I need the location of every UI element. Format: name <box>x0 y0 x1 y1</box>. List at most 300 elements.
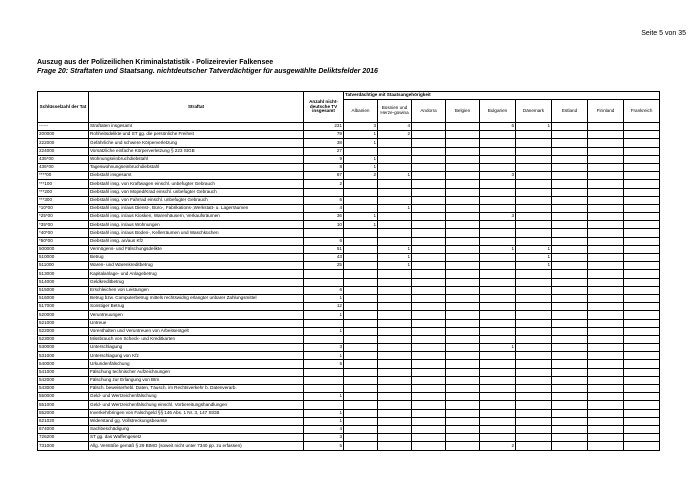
cell-total: 2 <box>304 180 344 188</box>
cell-country-count <box>516 204 552 212</box>
cell-crime: Diebstahl insg. von Fahrrad einschl. unbefugter Gebrauch <box>89 196 304 204</box>
cell-code: 510000 <box>38 254 89 262</box>
cell-country-count <box>378 180 412 188</box>
cell-country-count <box>412 204 446 212</box>
cell-total: 1 <box>304 409 344 417</box>
cell-country-count <box>378 401 412 409</box>
cell-crime: Betrug <box>89 254 304 262</box>
cell-country-count <box>412 237 446 245</box>
cell-country-count: 1 <box>344 221 378 229</box>
cell-total: 12 <box>304 303 344 311</box>
cell-country-count <box>624 303 660 311</box>
cell-country-count <box>588 229 624 237</box>
cell-country-count <box>552 401 588 409</box>
cell-country-count <box>412 409 446 417</box>
cell-country-count <box>446 286 480 294</box>
cell-country-count <box>344 442 378 450</box>
table-row <box>38 237 660 245</box>
cell-country-count <box>344 409 378 417</box>
cell-crime: Diebstahl insg. von Kraftwagen einschl. unbefugter Gebrauch <box>89 180 304 188</box>
cell-country-count <box>552 188 588 196</box>
cell-country-count <box>446 221 480 229</box>
cell-country-count <box>588 139 624 147</box>
cell-code: 621020 <box>38 417 89 425</box>
cell-country-count <box>588 254 624 262</box>
cell-country-count <box>446 172 480 180</box>
cell-country-count <box>516 213 552 221</box>
cell-country-count <box>588 376 624 384</box>
cell-crime: Diebstahl insg. an/aus Kfz <box>89 237 304 245</box>
cell-country-count <box>552 319 588 327</box>
cell-country-count <box>446 344 480 352</box>
cell-country-count <box>516 163 552 171</box>
cell-code: 523000 <box>38 335 89 343</box>
cell-crime: Tageswohnungseinbruchdiebstahl <box>89 163 304 171</box>
cell-country-count <box>588 401 624 409</box>
cell-country-count <box>516 434 552 442</box>
cell-total <box>304 368 344 376</box>
table-row <box>38 196 660 204</box>
cell-country-count <box>552 425 588 433</box>
cell-crime: Gefährliche und schwere Körperverletzung <box>89 139 304 147</box>
cell-country-count <box>446 123 480 131</box>
cell-country-count <box>516 368 552 376</box>
cell-country-count <box>480 360 516 368</box>
cell-country-count <box>588 434 624 442</box>
cell-country-count <box>588 131 624 139</box>
cell-country-count <box>588 417 624 425</box>
cell-country-count <box>588 360 624 368</box>
cell-country-count <box>446 229 480 237</box>
cell-total: 1 <box>304 327 344 335</box>
cell-country-count <box>344 294 378 302</box>
cell-code: 517000 <box>38 303 89 311</box>
cell-country-count <box>624 180 660 188</box>
table-row <box>38 139 660 147</box>
cell-country-count: 1 <box>516 254 552 262</box>
cell-crime: Waren- und Warenkreditbetrug <box>89 262 304 270</box>
cell-country-count <box>624 352 660 360</box>
cell-code: *40*00 <box>38 229 89 237</box>
cell-country-count <box>412 286 446 294</box>
cell-country-count <box>588 204 624 212</box>
cell-country-count <box>412 278 446 286</box>
cell-country-count <box>378 409 412 417</box>
cell-country-count <box>378 294 412 302</box>
cell-country-count <box>516 319 552 327</box>
cell-code: *35*00 <box>38 221 89 229</box>
cell-code: 521000 <box>38 319 89 327</box>
cell-total <box>304 319 344 327</box>
cell-country-count <box>480 352 516 360</box>
cell-crime: Diebstahl insg. in/aus Wohnungen <box>89 221 304 229</box>
cell-country-count <box>378 188 412 196</box>
cell-country-count <box>480 368 516 376</box>
cell-country-count <box>480 303 516 311</box>
cell-country-count <box>552 237 588 245</box>
cell-code: 550000 <box>38 393 89 401</box>
cell-country-count <box>516 286 552 294</box>
cell-country-count <box>516 393 552 401</box>
cell-country-count <box>480 294 516 302</box>
table-row <box>38 294 660 302</box>
cell-country-count <box>344 278 378 286</box>
cell-code: 435*00 <box>38 155 89 163</box>
cell-country-count: 2 <box>480 442 516 450</box>
cell-code: 436*00 <box>38 163 89 171</box>
cell-total: 231 <box>304 123 344 131</box>
cell-country-count: 3 <box>344 123 378 131</box>
cell-total: 1 <box>304 417 344 425</box>
cell-total: 5 <box>304 360 344 368</box>
cell-country-count <box>446 393 480 401</box>
cell-total: 36 <box>304 213 344 221</box>
cell-country-count <box>588 385 624 393</box>
cell-country-count <box>516 303 552 311</box>
cell-country-count: 1 <box>378 254 412 262</box>
cell-total: 1 <box>304 393 344 401</box>
cell-country-count <box>344 393 378 401</box>
cell-country-count <box>378 229 412 237</box>
cell-country-count <box>588 393 624 401</box>
cell-country-count <box>412 311 446 319</box>
cell-country-count: 2 <box>378 131 412 139</box>
cell-country-count <box>480 139 516 147</box>
cell-country-count <box>344 147 378 155</box>
cell-country-count <box>446 385 480 393</box>
cell-country-count <box>480 278 516 286</box>
cell-crime: Fälschung technischer Aufzeichnungen <box>89 368 304 376</box>
cell-country-count <box>588 172 624 180</box>
cell-country-count <box>552 360 588 368</box>
cell-country-count <box>552 376 588 384</box>
cell-total: 67 <box>304 172 344 180</box>
cell-country-count <box>588 294 624 302</box>
cell-country-count <box>516 147 552 155</box>
table-row <box>38 213 660 221</box>
cell-country-count <box>624 245 660 253</box>
cell-country-count <box>588 123 624 131</box>
cell-country-count <box>480 180 516 188</box>
cell-country-count: 1 <box>378 172 412 180</box>
cell-crime: Fälsch. beweiserhebl. Daten, Täusch. im Rechtsverkehr b. Datenverarb. <box>89 385 304 393</box>
cell-country-count <box>552 172 588 180</box>
cell-country-count <box>446 163 480 171</box>
cell-country-count <box>552 245 588 253</box>
cell-country-count <box>516 196 552 204</box>
cell-total: 38 <box>304 139 344 147</box>
cell-country-count: 1 <box>344 155 378 163</box>
cell-country-count <box>480 425 516 433</box>
cell-country-count <box>588 352 624 360</box>
cell-country-count <box>412 188 446 196</box>
cell-country-count <box>588 180 624 188</box>
cell-total: 27 <box>304 147 344 155</box>
cell-country-count <box>344 229 378 237</box>
cell-country-count <box>412 213 446 221</box>
cell-crime: Vermögens- und Fälschungsdelikte <box>89 245 304 253</box>
cell-country-count <box>588 409 624 417</box>
cell-country-count <box>412 147 446 155</box>
cell-crime: Kapitalanlage- und Anlagebetrug <box>89 270 304 278</box>
cell-code: 731000 <box>38 442 89 450</box>
table-row <box>38 180 660 188</box>
table-row <box>38 221 660 229</box>
cell-country-count <box>480 319 516 327</box>
cell-country-count <box>624 139 660 147</box>
cell-country-count <box>446 262 480 270</box>
cell-country-count <box>412 254 446 262</box>
cell-country-count <box>446 131 480 139</box>
cell-country-count <box>552 229 588 237</box>
statistics-table <box>37 91 660 451</box>
cell-country-count <box>446 434 480 442</box>
cell-country-count <box>624 213 660 221</box>
cell-country-count <box>624 196 660 204</box>
table-row <box>38 409 660 417</box>
table-row <box>38 204 660 212</box>
table-row <box>38 393 660 401</box>
cell-country-count <box>344 188 378 196</box>
cell-country-count <box>624 376 660 384</box>
cell-country-count <box>344 368 378 376</box>
cell-total <box>304 270 344 278</box>
cell-country-count <box>552 270 588 278</box>
cell-total <box>304 229 344 237</box>
cell-country-count <box>412 319 446 327</box>
cell-country-count <box>588 221 624 229</box>
cell-country-count <box>480 229 516 237</box>
cell-country-count <box>552 294 588 302</box>
cell-country-count <box>446 417 480 425</box>
cell-country-count <box>552 303 588 311</box>
cell-country-count <box>624 442 660 450</box>
cell-country-count <box>588 327 624 335</box>
cell-code: 543000 <box>38 385 89 393</box>
cell-crime: Geld- und Wertzeichenfälschung einschl. Vorbereitungshandlungen <box>89 401 304 409</box>
cell-country-count <box>344 303 378 311</box>
cell-crime: Betrug bzw. Computerbetrug mittels rechtswidrig erlangter unbarer Zahlungsmittel <box>89 294 304 302</box>
cell-code: 513000 <box>38 270 89 278</box>
table-row <box>38 155 660 163</box>
cell-country-count <box>446 360 480 368</box>
cell-country-count <box>588 155 624 163</box>
cell-country-count <box>446 335 480 343</box>
table-row <box>38 319 660 327</box>
cell-country-count: 1 <box>480 344 516 352</box>
cell-country-count <box>378 344 412 352</box>
cell-country-count <box>378 360 412 368</box>
cell-country-count <box>588 245 624 253</box>
cell-crime: Vorsätzliche einfache Körperverletzung § 223 StGB <box>89 147 304 155</box>
cell-code: *50*00 <box>38 237 89 245</box>
cell-country-count <box>344 311 378 319</box>
cell-country-count <box>378 385 412 393</box>
cell-code: 540000 <box>38 360 89 368</box>
cell-country-count <box>624 270 660 278</box>
cell-country-count <box>516 155 552 163</box>
cell-country-count <box>624 237 660 245</box>
cell-country-count <box>480 286 516 294</box>
cell-total: 6 <box>304 196 344 204</box>
cell-country-count: 1 <box>516 262 552 270</box>
cell-code: ***100 <box>38 180 89 188</box>
cell-country-count <box>552 147 588 155</box>
cell-country-count <box>588 344 624 352</box>
header-country: Frankreich <box>624 100 660 123</box>
cell-total: 6 <box>304 237 344 245</box>
cell-country-count <box>552 335 588 343</box>
cell-country-count <box>624 335 660 343</box>
cell-crime: Untreue <box>89 319 304 327</box>
cell-country-count <box>446 352 480 360</box>
cell-total: 10 <box>304 221 344 229</box>
cell-country-count <box>624 385 660 393</box>
cell-country-count <box>412 401 446 409</box>
cell-code: 520000 <box>38 311 89 319</box>
cell-crime: Diebstahl insg. in/aus Dienst-, Büro-, Fabrikations-,Werkstatt- u. Lagerräumen <box>89 204 304 212</box>
cell-country-count <box>378 352 412 360</box>
cell-country-count <box>412 352 446 360</box>
table-row <box>38 385 660 393</box>
cell-country-count <box>480 237 516 245</box>
cell-country-count <box>552 344 588 352</box>
cell-total: 9 <box>304 155 344 163</box>
cell-country-count <box>516 327 552 335</box>
cell-country-count <box>516 352 552 360</box>
cell-country-count <box>344 434 378 442</box>
cell-country-count <box>480 262 516 270</box>
cell-country-count <box>378 327 412 335</box>
header-nationality-group: Tatverdächtige mit Staatsangehörigkeit <box>344 92 660 100</box>
cell-country-count <box>552 139 588 147</box>
cell-country-count <box>446 188 480 196</box>
cell-country-count <box>624 262 660 270</box>
cell-country-count <box>446 294 480 302</box>
cell-country-count <box>624 278 660 286</box>
table-row <box>38 360 660 368</box>
cell-country-count: 2 <box>344 172 378 180</box>
header-country: Estland <box>552 100 588 123</box>
table-row <box>38 335 660 343</box>
cell-crime: Unterschlagung <box>89 344 304 352</box>
cell-country-count <box>378 213 412 221</box>
cell-country-count <box>412 139 446 147</box>
cell-crime: Widerstand gg. Vollstreckungsbeamte <box>89 417 304 425</box>
cell-country-count <box>552 123 588 131</box>
cell-code: 674000 <box>38 425 89 433</box>
cell-country-count <box>516 172 552 180</box>
table-row <box>38 368 660 376</box>
cell-country-count <box>412 155 446 163</box>
cell-country-count <box>588 188 624 196</box>
cell-country-count <box>344 360 378 368</box>
cell-country-count <box>552 417 588 425</box>
cell-country-count <box>624 368 660 376</box>
cell-country-count <box>412 172 446 180</box>
cell-country-count <box>344 417 378 425</box>
cell-country-count <box>378 393 412 401</box>
cell-country-count <box>378 237 412 245</box>
cell-country-count <box>516 237 552 245</box>
cell-country-count: 6 <box>480 123 516 131</box>
cell-country-count <box>412 163 446 171</box>
cell-country-count <box>480 270 516 278</box>
cell-country-count <box>624 163 660 171</box>
cell-country-count <box>412 376 446 384</box>
cell-crime: Diebstahl insg. in/aus Boden-, Kellerräumen und Waschküchen <box>89 229 304 237</box>
cell-country-count: 1 <box>344 163 378 171</box>
cell-country-count <box>516 442 552 450</box>
cell-country-count <box>446 409 480 417</box>
table-row <box>38 434 660 442</box>
cell-code: 200000 <box>38 131 89 139</box>
cell-country-count <box>344 237 378 245</box>
cell-total <box>304 401 344 409</box>
cell-country-count <box>344 385 378 393</box>
cell-country-count: 1 <box>344 131 378 139</box>
cell-country-count: 1 <box>344 139 378 147</box>
cell-code: 222000 <box>38 139 89 147</box>
cell-country-count <box>378 311 412 319</box>
cell-country-count <box>552 180 588 188</box>
cell-country-count <box>624 221 660 229</box>
cell-country-count <box>412 262 446 270</box>
cell-country-count <box>624 417 660 425</box>
header-country: Albanien <box>344 100 378 123</box>
cell-code: 224000 <box>38 147 89 155</box>
cell-country-count <box>516 376 552 384</box>
cell-country-count <box>588 147 624 155</box>
cell-country-count <box>412 196 446 204</box>
cell-country-count <box>378 155 412 163</box>
cell-country-count <box>588 262 624 270</box>
cell-country-count <box>624 294 660 302</box>
cell-country-count <box>412 303 446 311</box>
cell-country-count <box>588 278 624 286</box>
cell-code: 516000 <box>38 294 89 302</box>
cell-country-count <box>552 254 588 262</box>
cell-country-count <box>480 409 516 417</box>
cell-country-count <box>588 196 624 204</box>
cell-country-count <box>516 131 552 139</box>
cell-total: 1 <box>304 294 344 302</box>
cell-country-count <box>516 180 552 188</box>
cell-code: 515000 <box>38 286 89 294</box>
cell-total <box>304 335 344 343</box>
cell-country-count <box>516 360 552 368</box>
cell-crime: Allg. Verstöße gemäß § 29 BtMG (soweit nicht unter 7340 pp. zu erfassen) <box>89 442 304 450</box>
table-row <box>38 172 660 180</box>
cell-country-count <box>412 229 446 237</box>
document-title: Auszug aus der Polizeilichen Kriminalstatistik - Polizeirevier Falkensee <box>37 59 274 66</box>
cell-crime: Straftaten insgesamt <box>89 123 304 131</box>
cell-country-count <box>480 401 516 409</box>
header-total: Anzahl nicht-deutsche TV insgesamt <box>304 92 344 123</box>
cell-total: 1 <box>304 352 344 360</box>
cell-crime: Urkundenfälschung <box>89 360 304 368</box>
table-row <box>38 376 660 384</box>
cell-country-count <box>344 344 378 352</box>
cell-country-count <box>378 278 412 286</box>
cell-country-count: 1 <box>480 245 516 253</box>
cell-country-count <box>378 163 412 171</box>
cell-country-count <box>588 213 624 221</box>
cell-country-count: 1 <box>344 213 378 221</box>
cell-total: 3 <box>304 434 344 442</box>
cell-code: 551000 <box>38 401 89 409</box>
cell-country-count <box>516 409 552 417</box>
